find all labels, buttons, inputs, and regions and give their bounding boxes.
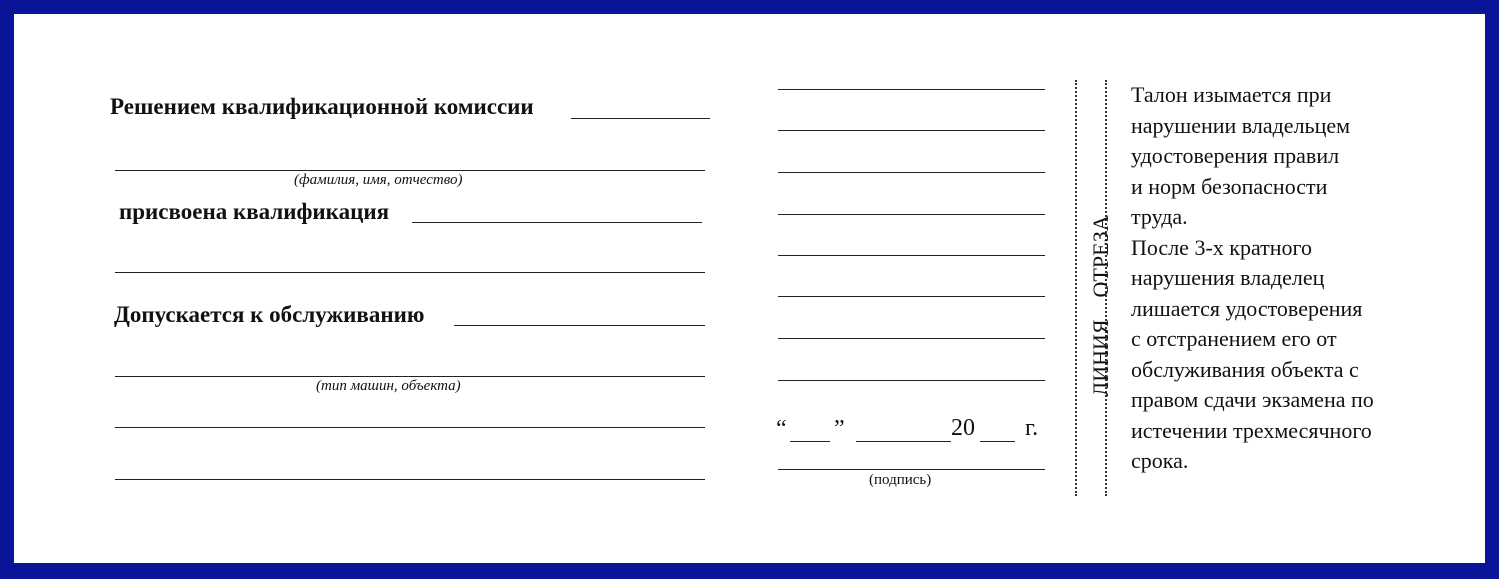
fio-blank-line [115, 170, 705, 171]
qualification-blank-line [412, 222, 702, 223]
notice-line: и норм безопасности [1131, 173, 1328, 199]
notice-text [1131, 80, 1481, 477]
notice-line: нарушении владельцем [1131, 112, 1351, 138]
admitted-label: Допускается к обслуживанию [114, 302, 425, 327]
signature-hint: (подпись) [869, 472, 932, 488]
date-year-prefix: 20 [951, 415, 975, 441]
decision-blank-line [571, 118, 710, 119]
cut-line-label: ЛИНИЯ ОТРЕЗА [1088, 215, 1113, 397]
date-year-suffix: г. [1025, 415, 1039, 441]
qualification-extra-line [115, 272, 705, 273]
extra-line-1 [115, 427, 705, 428]
notice-line: удостоверения правил [1131, 143, 1340, 168]
coupon-card [14, 14, 1485, 563]
qualification-label: присвоена квалификация [119, 199, 390, 224]
notice-line: срока. [1131, 448, 1189, 473]
machine-hint: (тип машин, объекта) [316, 378, 461, 394]
notice-line: Талон изымается при [1131, 82, 1332, 107]
date-open-quote: “ [776, 416, 787, 442]
signature-line [778, 469, 1045, 470]
date-day-blank [790, 441, 830, 442]
date-year-blank [980, 441, 1015, 442]
notice-line: обслуживания объекта с [1131, 356, 1359, 382]
date-close-quote: ” [834, 416, 845, 442]
notice-line: истечении трехмесячного [1131, 417, 1372, 443]
cut-line-left-dots [1075, 80, 1077, 496]
admitted-blank-line [454, 325, 705, 326]
middle-line-6 [778, 296, 1045, 297]
middle-line-3 [778, 172, 1045, 173]
decision-label: Решением квалификационной комиссии [110, 94, 534, 119]
middle-line-8 [778, 380, 1045, 381]
fio-hint: (фамилия, имя, отчество) [294, 172, 463, 188]
notice-line: После 3-х кратного [1131, 234, 1313, 260]
middle-line-5 [778, 255, 1045, 256]
middle-line-7 [778, 338, 1045, 339]
notice-line: нарушения владелец [1131, 265, 1325, 290]
machine-blank-line [115, 376, 705, 377]
extra-line-2 [115, 479, 705, 480]
notice-line: труда. [1131, 204, 1188, 229]
notice-line: лишается удостоверения [1131, 295, 1363, 321]
middle-line-1 [778, 89, 1045, 90]
middle-line-4 [778, 214, 1045, 215]
middle-line-2 [778, 130, 1045, 131]
notice-line: правом сдачи экзамена по [1131, 387, 1374, 412]
notice-line: с отстранением его от [1131, 326, 1337, 351]
date-month-blank [856, 441, 951, 442]
